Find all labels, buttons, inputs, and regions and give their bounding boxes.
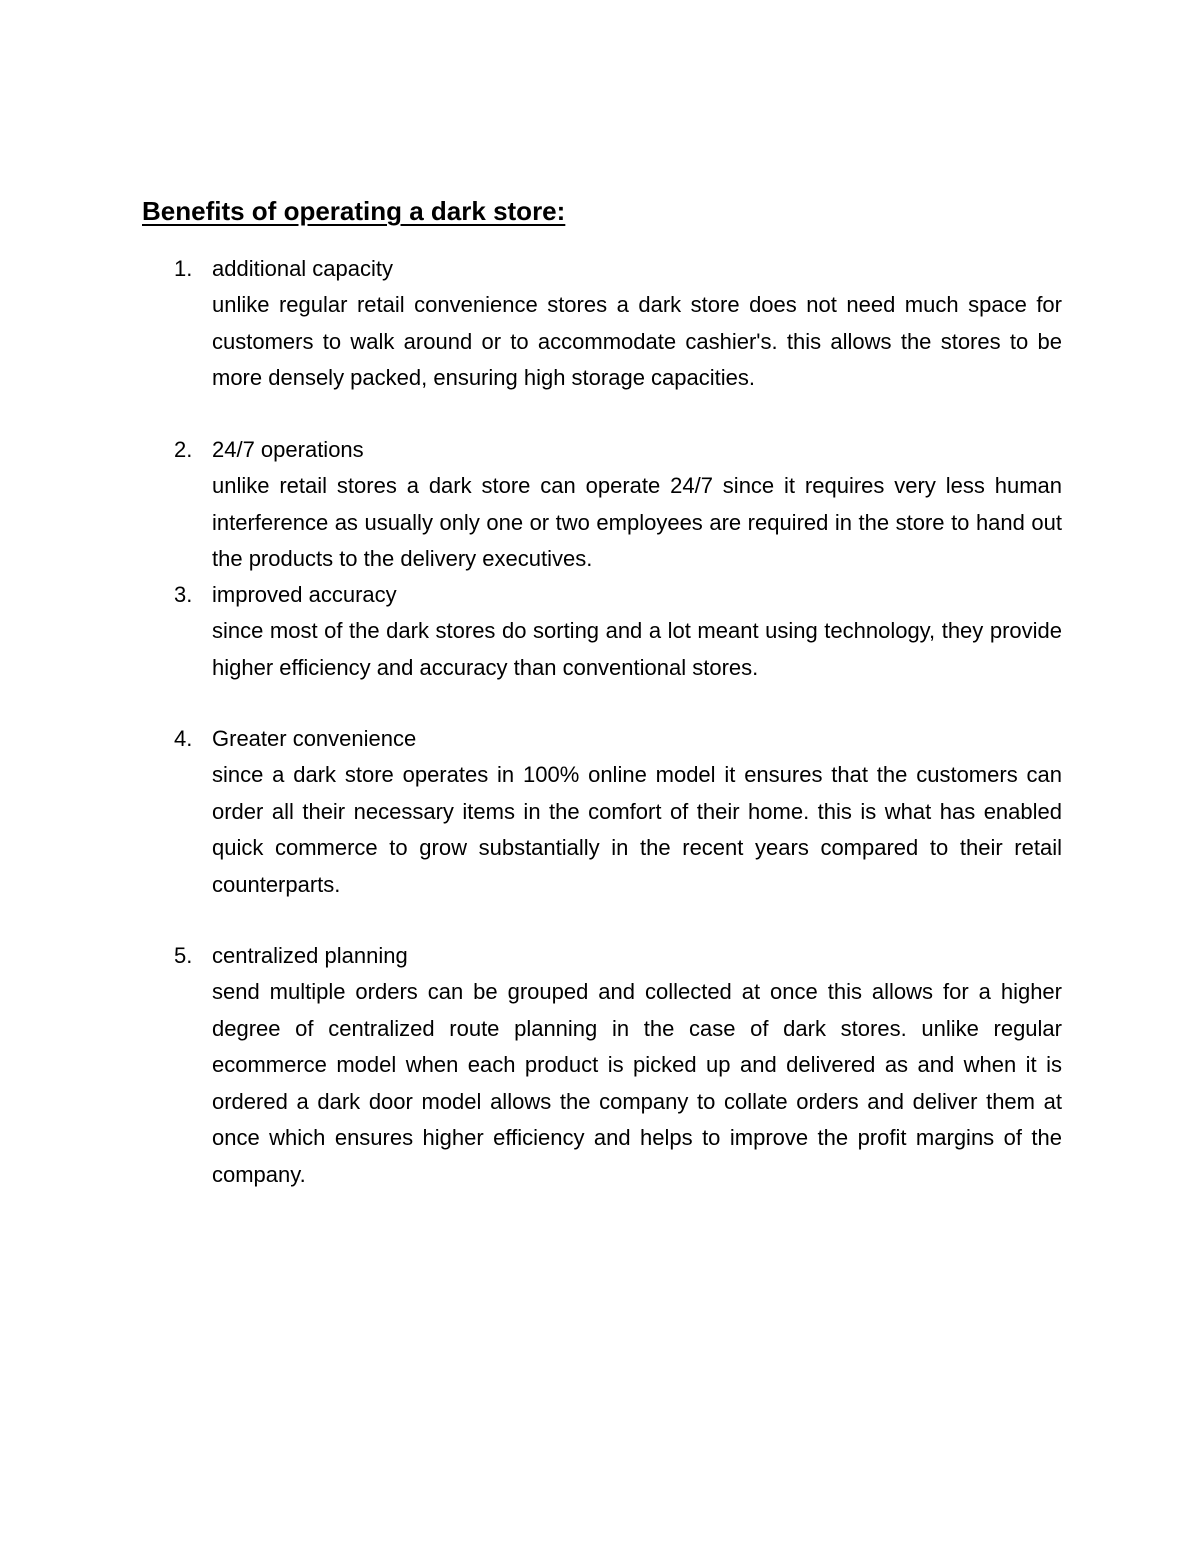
list-item-number: 1. [174,256,193,281]
list-item-number: 3. [174,582,193,607]
list-item-text: send multiple orders can be grouped and collected at once this allows for a higher degree of centralized route planning in the case of dark stores. unlike regular ecommerce model when each product is picked up and delivered as and when it is ordered a dark door model allows the company to collate orders and deliver them at once which ensures higher efficiency and helps to improve the profit margins of the company. [212,979,1062,1187]
list-item-number: 4. [174,726,193,751]
list-item-heading: 24/7 operations [212,437,364,462]
list-item-text: since a dark store operates in 100% online model it ensures that the customers can order all their necessary items in the comfort of their home. this is what has enabled quick commerce to grow substantially in the recent years compared to their retail counterparts. [212,762,1062,897]
document-title: Benefits of operating a dark store: [142,196,566,226]
list-item-number: 2. [174,437,193,462]
list-item-text: since most of the dark stores do sorting and a lot meant using technology, they provide higher efficiency and accuracy than conventional stores. [212,618,1062,680]
list-item-text: unlike retail stores a dark store can operate 24/7 since it requires very less human interference as usually only one or two employees are required in the store to hand out the products to the delivery executives. [212,473,1062,571]
list-item-heading: centralized planning [212,943,408,968]
list-item-heading: improved accuracy [212,582,397,607]
list-item-heading: additional capacity [212,256,394,281]
list-item-text: unlike regular retail convenience stores a dark store does not need much space for customers to walk around or to accommodate cashier's. this allows the stores to be more densely packed, ensuring high storage capacities. [212,292,1062,390]
list-item-number: 5. [174,943,193,968]
list-item-heading: Greater convenience [212,726,417,751]
